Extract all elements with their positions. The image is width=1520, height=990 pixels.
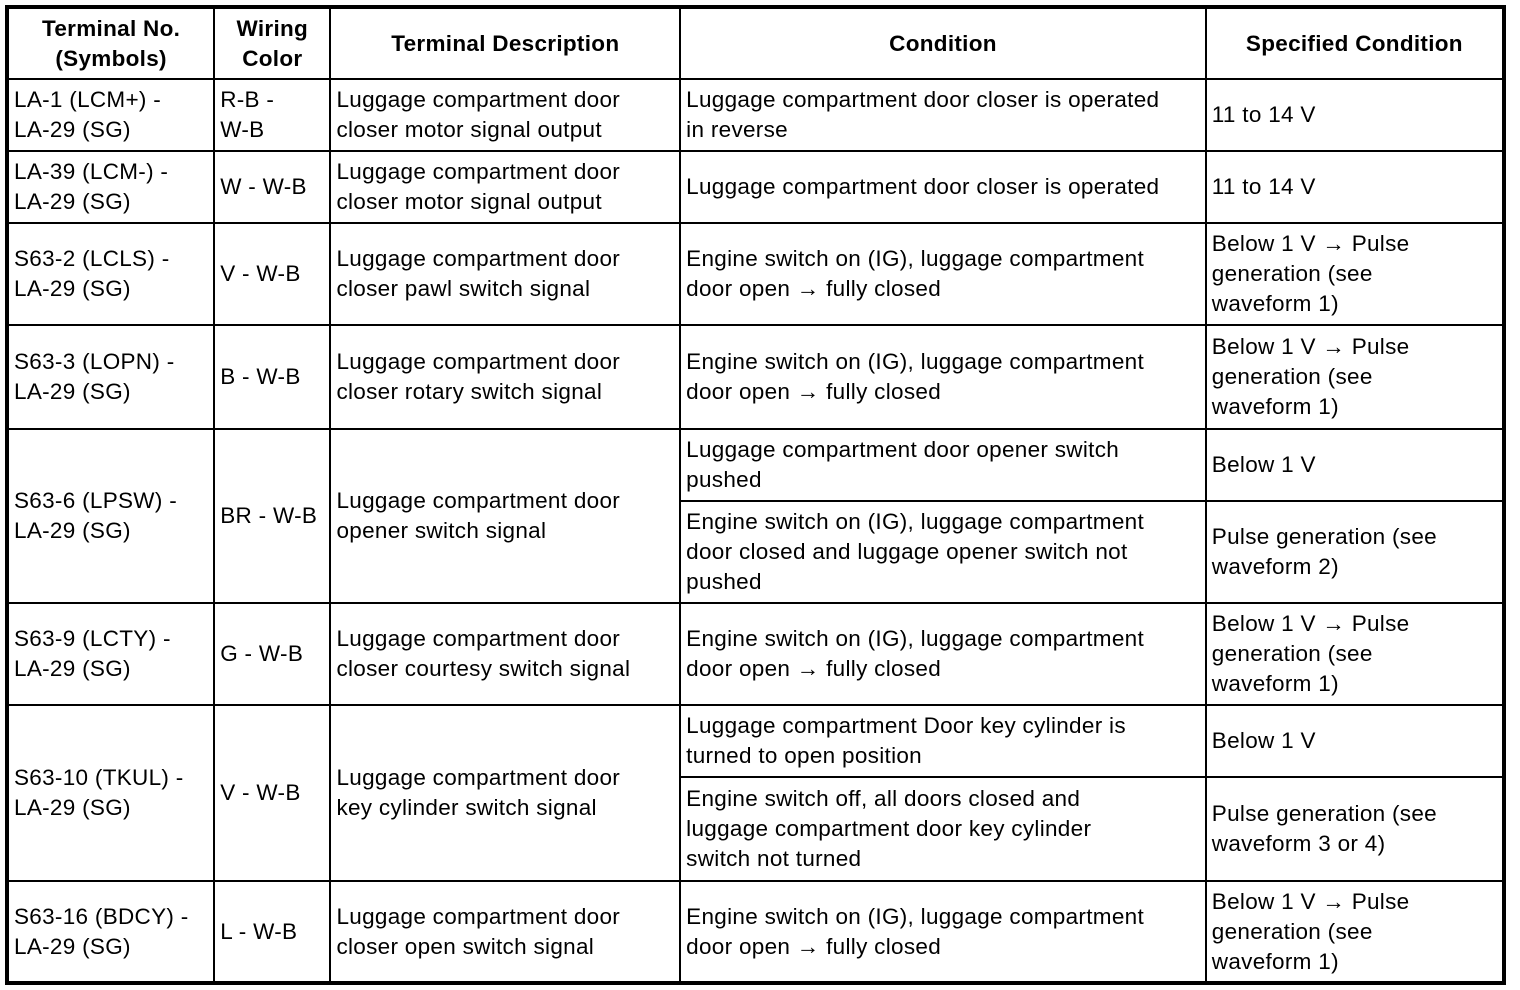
terminal-cell: S63-6 (LPSW) - LA-29 (SG): [7, 429, 214, 603]
header-terminal-description: Terminal Description: [330, 7, 680, 79]
wiring-color-cell: B - W-B: [214, 325, 330, 429]
wiring-color-cell: G - W-B: [214, 603, 330, 705]
wiring-color-cell: BR - W-B: [214, 429, 330, 603]
terminal-spec-sheet: [5, 5, 1506, 983]
terminal-spec-table: [5, 5, 1506, 985]
header-terminal: Terminal No. (Symbols): [7, 7, 214, 79]
condition-cell: Engine switch on (IG), luggage compartment door open → fully closed: [680, 223, 1206, 325]
wiring-color-cell: V - W-B: [214, 223, 330, 325]
condition-cell: Engine switch on (IG), luggage compartment door open → fully closed: [680, 325, 1206, 429]
header-wiring-color: Wiring Color: [214, 7, 330, 79]
terminal-cell: LA-39 (LCM-) - LA-29 (SG): [7, 151, 214, 223]
condition-cell: Luggage compartment door closer is operated in reverse: [680, 79, 1206, 151]
description-cell: Luggage compartment door closer courtesy switch signal: [330, 603, 680, 705]
header-condition: Condition: [680, 7, 1206, 79]
specified-condition-cell: Pulse generation (see waveform 2): [1206, 501, 1504, 603]
header-row: [7, 7, 1504, 79]
table-row: [7, 325, 1504, 429]
description-cell: Luggage compartment door closer motor signal output: [330, 79, 680, 151]
description-cell: Luggage compartment door closer open switch signal: [330, 881, 680, 983]
description-cell: Luggage compartment door opener switch signal: [330, 429, 680, 603]
table-row: [7, 79, 1504, 151]
terminal-cell: LA-1 (LCM+) - LA-29 (SG): [7, 79, 214, 151]
description-cell: Luggage compartment door closer pawl switch signal: [330, 223, 680, 325]
specified-condition-cell: Below 1 V: [1206, 429, 1504, 501]
condition-cell: Engine switch off, all doors closed and luggage compartment door key cylinder switch not turned: [680, 777, 1206, 881]
specified-condition-cell: Below 1 V → Pulse generation (see waveform 1): [1206, 881, 1504, 983]
terminal-cell: S63-10 (TKUL) - LA-29 (SG): [7, 705, 214, 881]
table-row: [7, 223, 1504, 325]
condition-cell: Luggage compartment Door key cylinder is turned to open position: [680, 705, 1206, 777]
table-row: [7, 705, 1504, 777]
table-row: [7, 881, 1504, 983]
condition-cell: Luggage compartment door closer is operated: [680, 151, 1206, 223]
description-cell: Luggage compartment door closer rotary switch signal: [330, 325, 680, 429]
wiring-color-cell: V - W-B: [214, 705, 330, 881]
table-row: [7, 429, 1504, 501]
condition-cell: Engine switch on (IG), luggage compartment door open → fully closed: [680, 881, 1206, 983]
specified-condition-cell: Below 1 V: [1206, 705, 1504, 777]
specified-condition-cell: Below 1 V → Pulse generation (see waveform 1): [1206, 223, 1504, 325]
description-cell: Luggage compartment door closer motor signal output: [330, 151, 680, 223]
table-row: [7, 151, 1504, 223]
condition-cell: Engine switch on (IG), luggage compartment door closed and luggage opener switch not pushed: [680, 501, 1206, 603]
terminal-cell: S63-3 (LOPN) - LA-29 (SG): [7, 325, 214, 429]
wiring-color-cell: W - W-B: [214, 151, 330, 223]
specified-condition-cell: Below 1 V → Pulse generation (see waveform 1): [1206, 603, 1504, 705]
wiring-color-cell: L - W-B: [214, 881, 330, 983]
specified-condition-cell: 11 to 14 V: [1206, 151, 1504, 223]
condition-cell: Luggage compartment door opener switch pushed: [680, 429, 1206, 501]
specified-condition-cell: Below 1 V → Pulse generation (see waveform 1): [1206, 325, 1504, 429]
condition-cell: Engine switch on (IG), luggage compartment door open → fully closed: [680, 603, 1206, 705]
terminal-cell: S63-9 (LCTY) - LA-29 (SG): [7, 603, 214, 705]
description-cell: Luggage compartment door key cylinder switch signal: [330, 705, 680, 881]
terminal-cell: S63-16 (BDCY) - LA-29 (SG): [7, 881, 214, 983]
header-specified-condition: Specified Condition: [1206, 7, 1504, 79]
table-row: [7, 603, 1504, 705]
wiring-color-cell: R-B - W-B: [214, 79, 330, 151]
terminal-cell: S63-2 (LCLS) - LA-29 (SG): [7, 223, 214, 325]
specified-condition-cell: 11 to 14 V: [1206, 79, 1504, 151]
specified-condition-cell: Pulse generation (see waveform 3 or 4): [1206, 777, 1504, 881]
